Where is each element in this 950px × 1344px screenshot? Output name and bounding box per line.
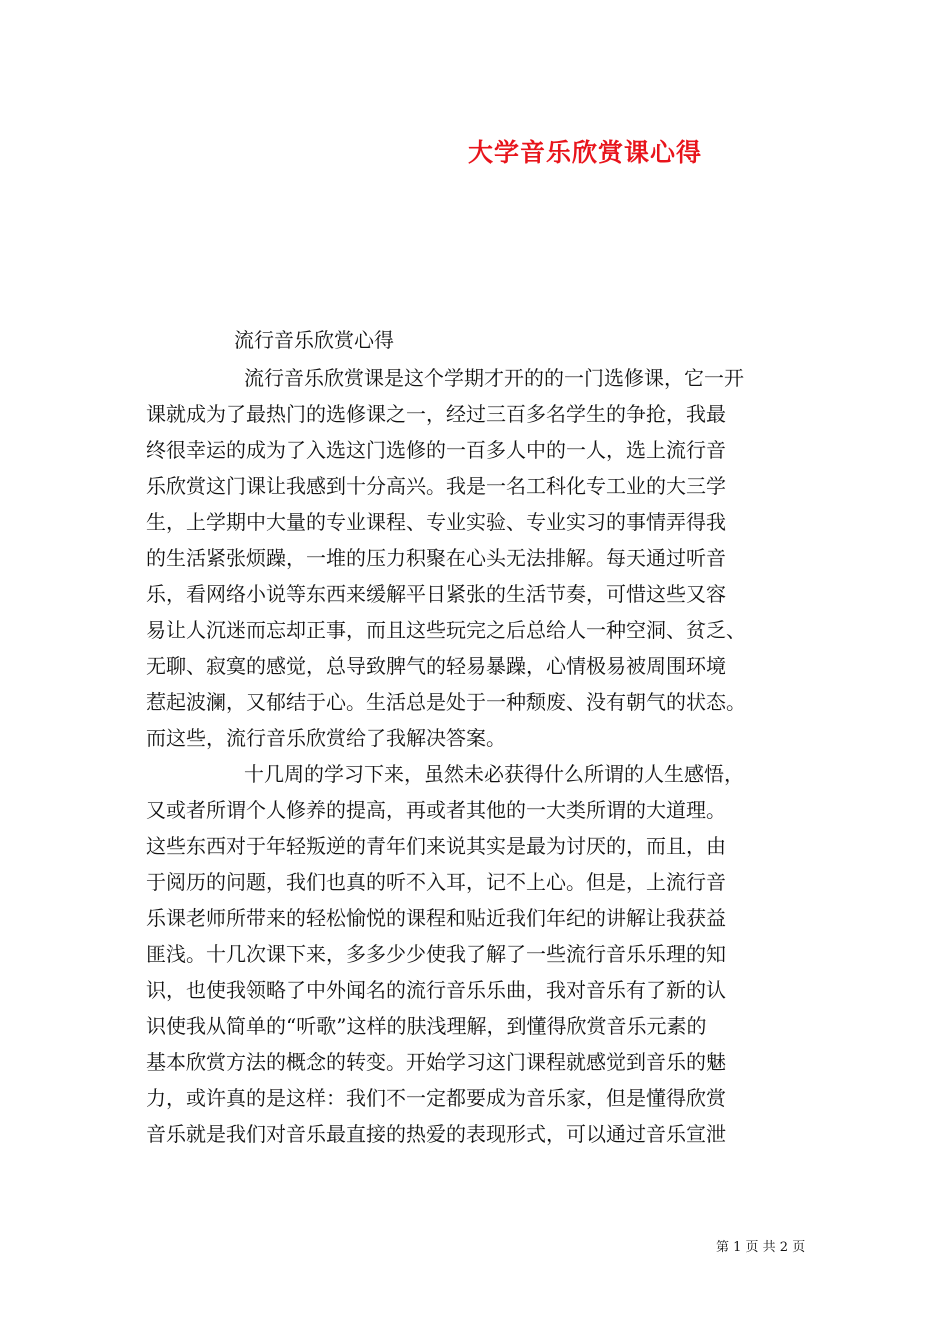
body-line: 识，也使我领略了中外闻名的流行音乐乐曲，我对音乐有了新的认: [146, 978, 726, 1002]
body-line: 易让人沉迷而忘却正事，而且这些玩完之后总给人一种空洞、贫乏、: [146, 618, 746, 642]
page-number-footer: 第 1 页 共 2 页: [716, 1240, 806, 1255]
section-heading: 流行音乐欣赏心得: [234, 328, 394, 352]
body-line: 音乐就是我们对音乐最直接的热爱的表现形式，可以通过音乐宣泄: [146, 1122, 726, 1146]
body-line: 惹起波澜，又郁结于心。生活总是处于一种颓废、没有朝气的状态。: [146, 690, 746, 714]
body-line: 而这些，流行音乐欣赏给了我解决答案。: [146, 726, 506, 750]
body-line: 十几周的学习下来，虽然未必获得什么所谓的人生感悟，: [244, 762, 744, 786]
body-line: 乐欣赏这门课让我感到十分高兴。我是一名工科化专工业的大三学: [146, 474, 726, 498]
body-line: 于阅历的问题，我们也真的听不入耳，记不上心。但是，上流行音: [146, 870, 726, 894]
body-line: 乐课老师所带来的轻松愉悦的课程和贴近我们年纪的讲解让我获益: [146, 906, 726, 930]
body-line: 基本欣赏方法的概念的转变。开始学习这门课程就感觉到音乐的魅: [146, 1050, 726, 1074]
body-line: 力，或许真的是这样：我们不一定都要成为音乐家，但是懂得欣赏: [146, 1086, 726, 1110]
body-line: 又或者所谓个人修养的提高，再或者其他的一大类所谓的大道理。: [146, 798, 726, 822]
body-line: 的生活紧张烦躁，一堆的压力积聚在心头无法排解。每天通过听音: [146, 546, 726, 570]
body-line: 无聊、寂寞的感觉，总导致脾气的轻易暴躁，心情极易被周围环境: [146, 654, 726, 678]
body-line: 匪浅。十几次课下来，多多少少使我了解了一些流行音乐乐理的知: [146, 942, 726, 966]
body-line: 流行音乐欣赏课是这个学期才开的的一门选修课，它一开: [244, 366, 744, 390]
body-line: 识使我从简单的“听歌”这样的肤浅理解，到懂得欣赏音乐元素的: [146, 1014, 707, 1038]
body-line: 这些东西对于年轻叛逆的青年们来说其实是最为讨厌的，而且，由: [146, 834, 726, 858]
body-line: 生，上学期中大量的专业课程、专业实验、专业实习的事情弄得我: [146, 510, 726, 534]
body-line: 课就成为了最热门的选修课之一，经过三百多名学生的争抢，我最: [146, 402, 726, 426]
document-title: 大学音乐欣赏课心得: [467, 138, 702, 167]
body-line: 终很幸运的成为了入选这门选修的一百多人中的一人，选上流行音: [146, 438, 726, 462]
body-line: 乐，看网络小说等东西来缓解平日紧张的生活节奏，可惜这些又容: [146, 582, 726, 606]
